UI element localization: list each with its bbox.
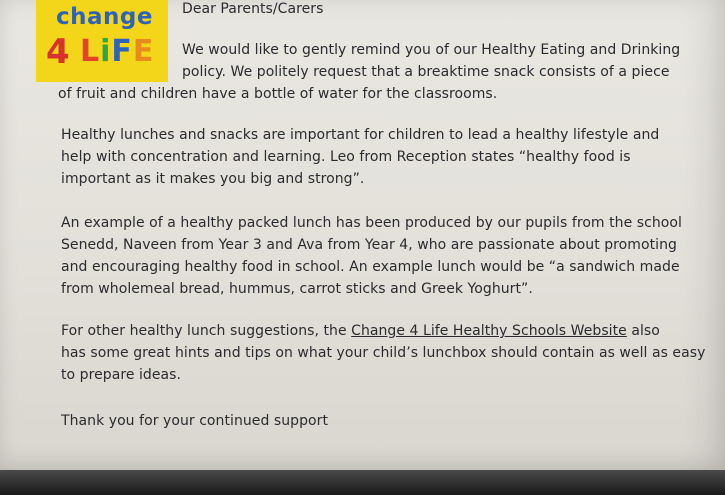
logo-life-letter-3: F — [111, 34, 133, 69]
paragraph-1-line-1: We would like to gently remind you of our Healthy Eating and Drinking — [182, 42, 681, 58]
paragraph-2-line-1: Healthy lunches and snacks are important for children to lead a healthy lifestyle and — [61, 127, 660, 143]
logo-number-four: 4 — [46, 32, 70, 72]
logo-life-letter-2: i — [100, 34, 112, 69]
paragraph-3-line-1: An example of a healthy packed lunch has been produced by our pupils from the school — [61, 215, 682, 231]
paragraph-4-line-1-start: For other healthy lunch suggestions, the — [61, 323, 352, 339]
paragraph-1-line-3: of fruit and children have a bottle of water for the classrooms. — [58, 86, 498, 102]
paragraph-4-line-1 — [61, 320, 713, 342]
paragraph-2-line-2: help with concentration and learning. Leo from Reception states “healthy food is — [61, 149, 631, 165]
paragraph-1-line-2: policy. We politely request that a breaktime snack consists of a piece — [182, 64, 670, 80]
paragraph-3-line-4: from wholemeal bread, hummus, carrot sticks and Greek Yoghurt”. — [61, 281, 533, 297]
change4life-logo — [36, 0, 168, 82]
paragraph-1-top — [182, 39, 712, 83]
change4life-website-link[interactable]: Change 4 Life Healthy Schools Website — [351, 323, 627, 339]
paragraph-4-line-3: to prepare ideas. — [61, 367, 181, 383]
paragraph-3 — [61, 212, 713, 300]
table-surface-shadow — [0, 470, 725, 495]
logo-word-change: change — [56, 4, 153, 30]
paragraph-4-line-2: has some great hints and tips on what your child’s lunchbox should contain as well as easy — [61, 345, 706, 361]
letter-closing: Thank you for your continued support — [61, 413, 328, 429]
logo-life-letter-4: E — [132, 34, 155, 69]
paragraph-2-line-3: important as it makes you big and strong”. — [61, 171, 365, 187]
letter-greeting: Dear Parents/Carers — [182, 1, 324, 17]
logo-life-letter-1: L — [80, 34, 101, 69]
paragraph-3-line-3: and encouraging healthy food in school. An example lunch would be “a sandwich made — [61, 259, 680, 275]
paragraph-4-line-1-end: also — [626, 323, 660, 339]
paragraph-2 — [61, 124, 713, 190]
paragraph-4 — [61, 320, 713, 386]
paragraph-3-line-2: Senedd, Naveen from Year 3 and Ava from Year 4, who are passionate about promoting — [61, 237, 677, 253]
logo-word-life — [80, 34, 154, 69]
